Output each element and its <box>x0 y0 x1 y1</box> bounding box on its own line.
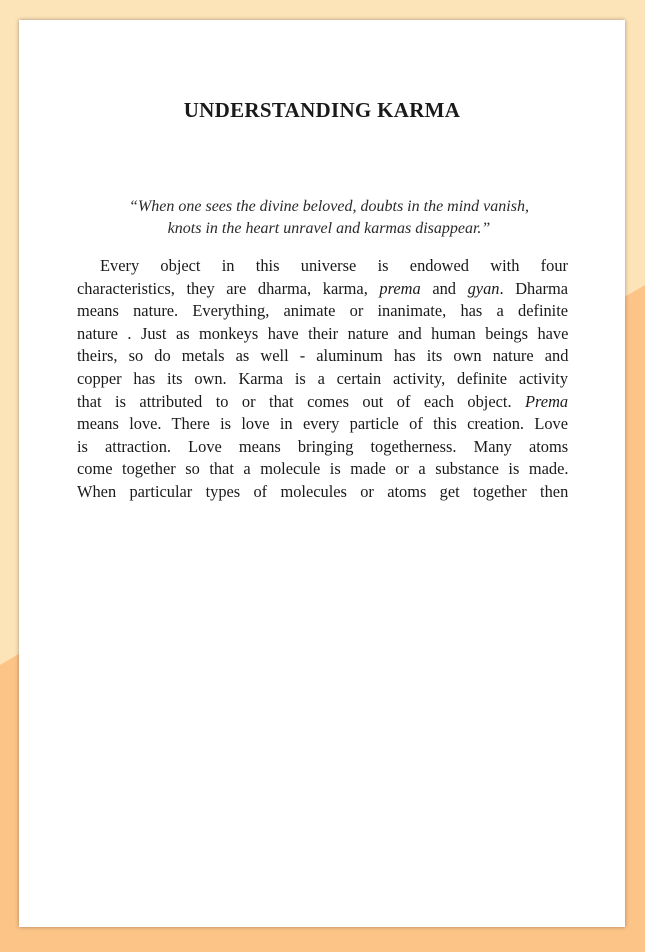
paragraph-line-6: copper has its own. Karma is a certain activity, definite activity <box>77 368 569 388</box>
paragraph-line-5: theirs, so do metals as well - aluminum has its own nature and <box>77 346 569 366</box>
paragraph-line-2-text-b: . Dharma <box>499 278 568 298</box>
paragraph-line-4: nature . Just as monkeys have their nature and human beings have <box>77 323 569 343</box>
term-prema-capitalized: Prema <box>525 391 569 411</box>
body-paragraph <box>77 255 568 504</box>
paragraph-line-9: is attraction. Love means bringing togetherness. Many atoms <box>77 436 569 456</box>
paragraph-line-2 <box>77 278 568 301</box>
paragraph-line-11: When particular types of molecules or atoms get together then <box>77 481 569 501</box>
paragraph-line-3: means nature. Everything, animate or inanimate, has a definite <box>77 301 569 321</box>
paragraph-line-1: Every object in this universe is endowed with four <box>100 256 568 275</box>
paragraph-line-2-text-a: characteristics, they are dharma, karma, <box>77 278 380 298</box>
quote-line-2: knots in the heart unravel and karmas disappear.” <box>167 220 491 237</box>
page-title: UNDERSTANDING KARMA <box>183 98 461 122</box>
paragraph-line-7-text: that is attributed to or that comes out of each object. <box>77 391 526 411</box>
paragraph-line-8: means love. There is love in every particle of this creation. Love <box>77 414 568 434</box>
book-page <box>19 20 625 927</box>
epigraph-quote <box>89 196 569 240</box>
quote-line-1: “When one sees the divine beloved, doubts in the mind vanish, <box>129 198 529 215</box>
paragraph-line-2-and: and <box>420 278 468 298</box>
term-prema: prema <box>379 278 421 298</box>
term-gyan: gyan <box>467 278 500 298</box>
paragraph-line-10: come together so that a molecule is made or a substance is made. <box>77 459 569 479</box>
paragraph-line-7 <box>77 391 568 414</box>
